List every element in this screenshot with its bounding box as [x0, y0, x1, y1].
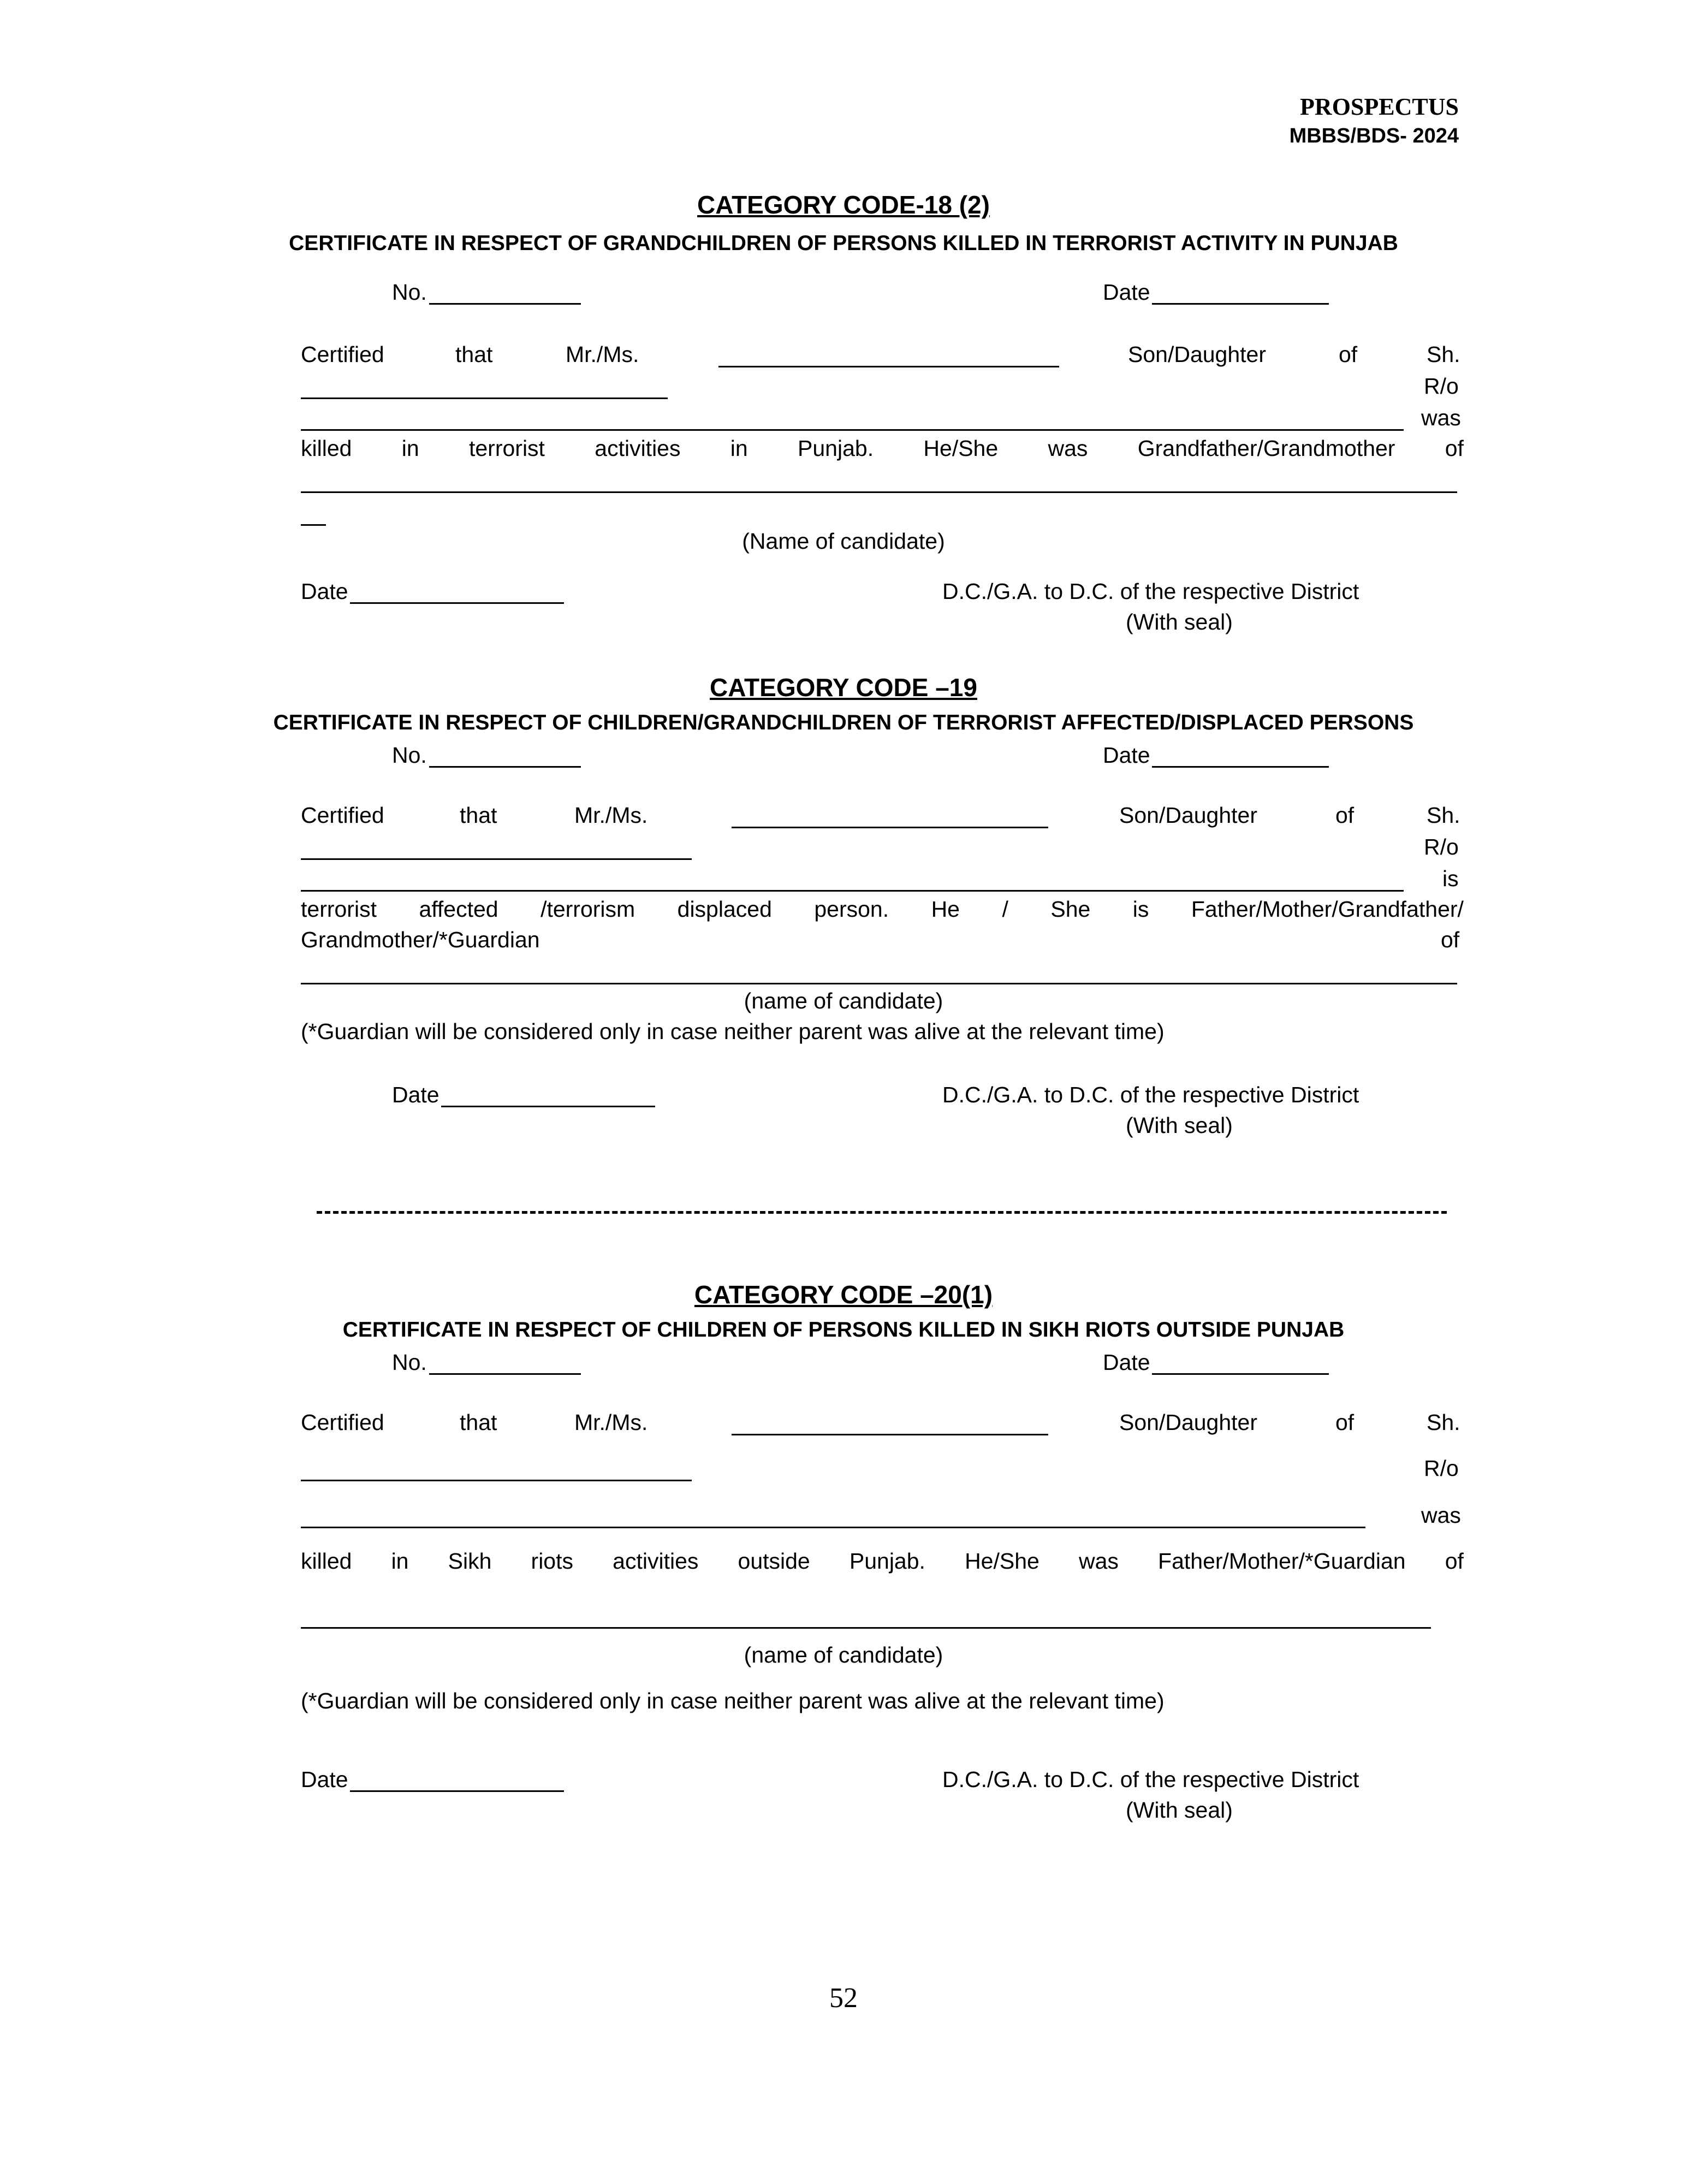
- s3-address-blank[interactable]: [301, 1527, 1365, 1528]
- s2-guardian-note: (*Guardian will be considered only in case neither parent was alive at the relevant time): [301, 1019, 1165, 1044]
- s1-candidate-blank-cont[interactable]: [301, 524, 326, 526]
- s3-footer-date-blank[interactable]: [350, 1790, 564, 1792]
- s3-ro: R/o: [1424, 1456, 1459, 1481]
- s1-w3: terrorist: [468, 436, 545, 461]
- s2-sh: Sh.: [1427, 803, 1460, 828]
- s1-footer-date-label: Date: [301, 579, 348, 604]
- s2-w10: Father/Mother/Grandfather/: [1191, 897, 1464, 922]
- s2-w3: /terrorism: [540, 897, 635, 922]
- s2-statement-line: [301, 897, 1464, 922]
- s2-date-label: Date: [1103, 743, 1150, 768]
- prospectus-header: PROSPECTUS: [1300, 93, 1459, 120]
- s2-certified: Certified: [301, 803, 384, 828]
- s2-mr-ms: Mr./Ms.: [574, 803, 648, 828]
- s1-mr-ms: Mr./Ms.: [566, 342, 639, 367]
- s2-caption: (name of candidate): [744, 988, 943, 1013]
- s3-w10: Father/Mother/*Guardian: [1158, 1548, 1406, 1574]
- s2-footer-date-blank[interactable]: [441, 1106, 655, 1107]
- s1-no-label: No.: [392, 280, 427, 305]
- section-3-title: CATEGORY CODE –20(1): [694, 1280, 993, 1309]
- s3-statement-line: [301, 1548, 1464, 1574]
- s1-authority: D.C./G.A. to D.C. of the respective District: [942, 579, 1359, 604]
- s1-w10: of: [1445, 436, 1464, 461]
- s1-date-label: Date: [1103, 280, 1150, 305]
- section-3-subtitle: CERTIFICATE IN RESPECT OF CHILDREN OF PERSONS KILLED IN SIKH RIOTS OUTSIDE PUNJAB: [342, 1318, 1345, 1342]
- s1-name-blank[interactable]: [718, 366, 1059, 367]
- s2-candidate-blank[interactable]: [301, 983, 1457, 984]
- s1-w5: in: [730, 436, 748, 461]
- s3-no-blank[interactable]: [429, 1373, 581, 1375]
- section-1-subtitle: CERTIFICATE IN RESPECT OF GRANDCHILDREN OF PERSONS KILLED IN TERRORIST ACTIVITY IN PUNJAB: [289, 232, 1398, 255]
- s1-w6: Punjab.: [798, 436, 874, 461]
- course-year-header: MBBS/BDS- 2024: [1289, 124, 1459, 147]
- s3-w7: Punjab.: [849, 1548, 925, 1574]
- s1-footer-date-blank[interactable]: [350, 602, 564, 604]
- s1-candidate-blank[interactable]: [301, 491, 1457, 493]
- s2-w9: is: [1132, 897, 1149, 922]
- s1-son-daughter: Son/Daughter: [1128, 342, 1267, 367]
- s3-mr-ms: Mr./Ms.: [574, 1410, 648, 1435]
- s1-sh: Sh.: [1427, 342, 1460, 367]
- s2-date-blank[interactable]: [1152, 766, 1329, 768]
- s3-date-blank[interactable]: [1152, 1373, 1329, 1375]
- s1-w7: He/She: [923, 436, 999, 461]
- s3-son-daughter: Son/Daughter: [1119, 1410, 1258, 1435]
- s1-caption: (Name of candidate): [742, 529, 945, 554]
- s2-grandmother-guardian: Grandmother/*Guardian: [301, 927, 540, 952]
- s2-seal: (With seal): [1126, 1113, 1233, 1138]
- s1-w2: in: [401, 436, 419, 461]
- s2-w1: terrorist: [301, 897, 377, 922]
- s1-certified: Certified: [301, 342, 384, 367]
- s2-name-blank[interactable]: [732, 827, 1048, 828]
- s3-w4: riots: [531, 1548, 574, 1574]
- s2-that: that: [460, 803, 497, 828]
- section-2-subtitle: CERTIFICATE IN RESPECT OF CHILDREN/GRANDCHILDREN OF TERRORIST AFFECTED/DISPLACED PERSONS: [273, 711, 1414, 734]
- s3-w5: activities: [613, 1548, 699, 1574]
- s1-of: of: [1339, 342, 1358, 367]
- s2-son-daughter: Son/Daughter: [1119, 803, 1258, 828]
- s1-father-blank[interactable]: [301, 397, 668, 399]
- s2-w7: /: [1002, 897, 1008, 922]
- s3-w9: was: [1078, 1548, 1119, 1574]
- s3-w3: Sikh: [448, 1548, 492, 1574]
- s1-w1: killed: [301, 436, 352, 461]
- section-divider: [317, 1211, 1447, 1214]
- s3-seal: (With seal): [1126, 1797, 1233, 1823]
- s2-is: is: [1442, 866, 1459, 891]
- s3-w6: outside: [738, 1548, 810, 1574]
- s1-date-blank[interactable]: [1152, 303, 1329, 305]
- s3-was: was: [1421, 1503, 1461, 1528]
- s3-w11: of: [1445, 1548, 1464, 1574]
- s1-ro: R/o: [1424, 373, 1459, 399]
- s1-was: was: [1421, 405, 1461, 430]
- s3-guardian-note: (*Guardian will be considered only in case neither parent was alive at the relevant time): [301, 1688, 1165, 1713]
- s2-w5: person.: [814, 897, 889, 922]
- s2-w2: affected: [419, 897, 498, 922]
- s2-authority: D.C./G.A. to D.C. of the respective District: [942, 1082, 1359, 1107]
- s3-authority: D.C./G.A. to D.C. of the respective District: [942, 1767, 1359, 1792]
- s2-w8: She: [1050, 897, 1091, 922]
- s1-statement-line: [301, 436, 1464, 461]
- s2-no-blank[interactable]: [429, 766, 581, 768]
- s3-w1: killed: [301, 1548, 352, 1574]
- page-number: 52: [829, 1983, 858, 2014]
- s1-w8: was: [1048, 436, 1088, 461]
- s2-ro: R/o: [1424, 834, 1459, 859]
- s3-date-label: Date: [1103, 1350, 1150, 1375]
- s1-that: that: [455, 342, 493, 367]
- section-1-title: CATEGORY CODE-18 (2): [697, 191, 990, 219]
- s1-no-blank[interactable]: [429, 303, 581, 305]
- s3-of: of: [1335, 1410, 1355, 1435]
- s3-certified: Certified: [301, 1410, 384, 1435]
- s3-caption: (name of candidate): [744, 1642, 943, 1667]
- s2-of: of: [1335, 803, 1355, 828]
- s3-that: that: [460, 1410, 497, 1435]
- s3-candidate-blank[interactable]: [301, 1627, 1431, 1629]
- s3-w2: in: [391, 1548, 409, 1574]
- s3-father-blank[interactable]: [301, 1480, 692, 1481]
- s3-w8: He/She: [965, 1548, 1039, 1574]
- s1-address-blank[interactable]: [301, 429, 1404, 431]
- s2-father-blank[interactable]: [301, 858, 692, 860]
- s2-footer-date-label: Date: [392, 1082, 439, 1107]
- s1-w9: Grandfather/Grandmother: [1137, 436, 1395, 461]
- s2-of-end: of: [1441, 927, 1460, 952]
- s2-address-blank[interactable]: [301, 890, 1404, 892]
- s3-no-label: No.: [392, 1350, 427, 1375]
- s2-w4: displaced: [677, 897, 772, 922]
- s3-footer-date-label: Date: [301, 1767, 348, 1792]
- s3-sh: Sh.: [1427, 1410, 1460, 1435]
- s1-w4: activities: [595, 436, 681, 461]
- s2-no-label: No.: [392, 743, 427, 768]
- s1-seal: (With seal): [1126, 609, 1233, 634]
- s2-w6: He: [931, 897, 960, 922]
- s3-name-blank[interactable]: [732, 1434, 1048, 1435]
- section-2-title: CATEGORY CODE –19: [710, 673, 977, 702]
